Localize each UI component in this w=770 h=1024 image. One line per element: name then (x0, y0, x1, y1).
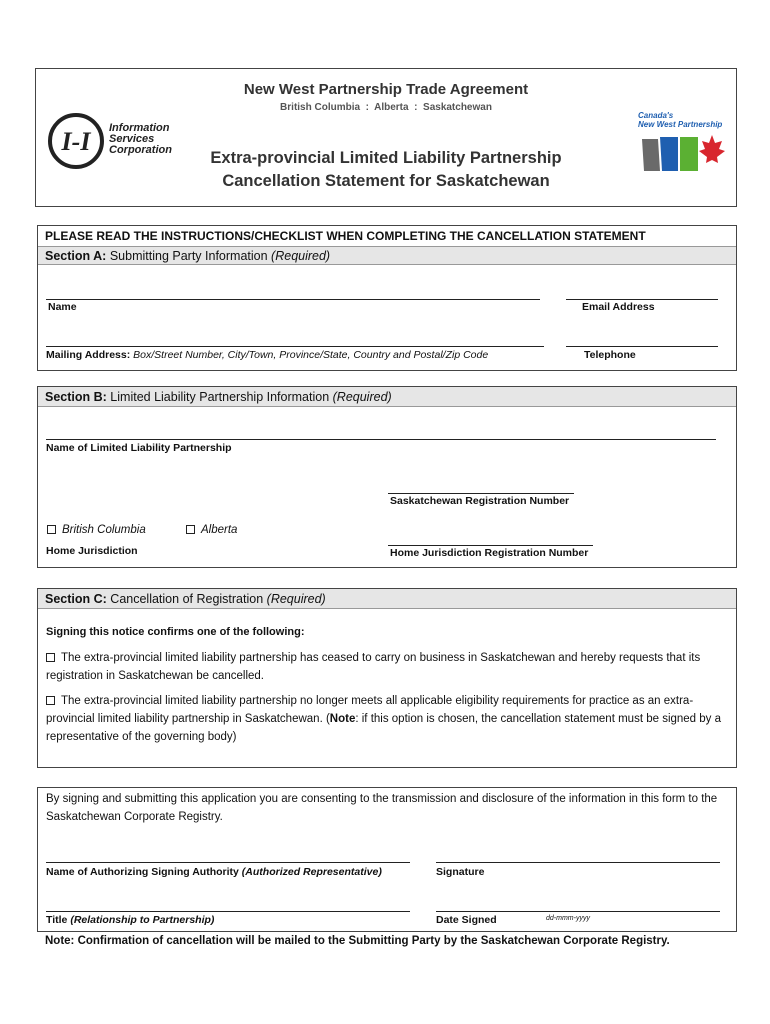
sask-registration-label: Saskatchewan Registration Number (390, 495, 570, 507)
name-field[interactable] (46, 299, 540, 300)
form-title (156, 147, 616, 193)
provinces-line: British Columbia : Alberta : Saskatchewan (280, 102, 492, 113)
section-b-required: (Required) (332, 390, 392, 404)
section-c-header (38, 589, 736, 609)
bc-label: British Columbia (62, 524, 146, 536)
llp-name-label: Name of Limited Liability Partnership (46, 442, 232, 454)
cancel-option-1[interactable] (46, 649, 732, 685)
ab-label: Alberta (201, 524, 238, 536)
authority-name-field[interactable] (46, 862, 410, 863)
section-a-label: Section A: (45, 249, 107, 263)
authority-label-text: Name of Authorizing Signing Authority (46, 866, 239, 878)
mailing-hint: Box/Street Number, City/Town, Province/State, Country and Postal/Zip Code (133, 349, 489, 361)
telephone-field[interactable] (566, 346, 718, 347)
section-a-title: Submitting Party Information (109, 249, 268, 263)
section-a-header (38, 246, 736, 265)
ab-checkbox[interactable] (186, 525, 195, 534)
title-hint: (Relationship to Partnership) (70, 914, 215, 926)
instructions-banner: PLEASE READ THE INSTRUCTIONS/CHECKLIST WHEN COMPLETING THE CANCELLATION STATEMENT (45, 229, 646, 243)
form-title-line2: Cancellation Statement for Saskatchewan (222, 172, 550, 190)
cancel-option-2[interactable] (46, 692, 732, 746)
footer-note: Note: Confirmation of cancellation will be mailed to the Submitting Party by the Saskatchewan Corporate Registry. (45, 935, 670, 947)
option2-note: Note (329, 713, 356, 725)
title-label-text: Title (46, 914, 68, 926)
section-c-title: Cancellation of Registration (110, 592, 264, 606)
option-british-columbia[interactable] (47, 521, 146, 539)
option-alberta[interactable] (186, 521, 237, 539)
mailing-address-label (46, 349, 488, 361)
signature-label: Signature (436, 866, 485, 878)
signature-field[interactable] (436, 862, 720, 863)
option2-text-part1: The extra-provincial limited liability partnership no longer meets all applicable eligibility requirements for practice as an extra-provincial limited liability partnership in Saskatchewan. ( (46, 695, 694, 725)
name-label: Name (48, 301, 77, 313)
date-format-hint: dd-mmm-yyyy (546, 915, 590, 922)
option1-text: The extra-provincial limited liability partnership has ceased to carry on business in Saskatchewan and hereby requests that its registration in Saskatchewan be cancelled. (46, 652, 701, 682)
section-c-required: (Required) (266, 592, 326, 606)
consent-section (37, 787, 737, 932)
mailing-address-field[interactable] (46, 346, 544, 347)
sask-registration-field[interactable] (388, 493, 574, 494)
title-label (46, 914, 214, 926)
option1-checkbox[interactable] (46, 653, 55, 662)
section-b-title: Limited Liability Partnership Information (110, 390, 330, 404)
agreement-title: New West Partnership Trade Agreement (243, 81, 529, 98)
isc-logo-line2: Services (109, 133, 155, 145)
telephone-label: Telephone (584, 349, 636, 361)
section-b (37, 386, 737, 568)
form-title-line1: Extra-provincial Limited Liability Partnership (210, 149, 562, 167)
svg-text:I-I: I-I (61, 127, 91, 156)
home-registration-label: Home Jurisdiction Registration Number (390, 547, 589, 559)
date-signed-label: Date Signed (436, 914, 497, 926)
section-b-header (38, 387, 736, 407)
authority-hint: (Authorized Representative) (241, 866, 382, 878)
email-field[interactable] (566, 299, 718, 300)
mailing-label-text: Mailing Address: (46, 349, 131, 361)
date-signed-field[interactable] (436, 911, 720, 912)
section-c (37, 588, 737, 768)
bc-checkbox[interactable] (47, 525, 56, 534)
section-a-required: (Required) (271, 249, 331, 263)
section-a (37, 225, 737, 371)
section-c-label: Section C: (45, 592, 107, 606)
home-jurisdiction-label: Home Jurisdiction (46, 545, 138, 557)
nwp-logo-mark (640, 131, 726, 173)
nwp-logo-line1: Canada's (638, 111, 674, 120)
option2-text-part2: : if this option is chosen, the cancellation statement must be signed by a representative of the governing body) (46, 713, 722, 743)
isc-logo-line3: Corporation (109, 144, 172, 156)
title-field[interactable] (46, 911, 410, 912)
confirm-heading: Signing this notice confirms one of the following: (46, 626, 305, 638)
home-registration-field[interactable] (388, 545, 593, 546)
authority-name-label (46, 866, 382, 878)
header-box (35, 68, 737, 207)
isc-logo-line1: Information (109, 122, 170, 134)
section-b-label: Section B: (45, 390, 107, 404)
email-label: Email Address (582, 301, 655, 313)
nwp-logo (638, 111, 730, 173)
isc-logo-mark (47, 112, 105, 170)
llp-name-field[interactable] (46, 439, 716, 440)
option2-checkbox[interactable] (46, 696, 55, 705)
consent-text: By signing and submitting this application you are consenting to the transmission and disclosure of the information in this form to the Saskatchewan Corporate Registry. (46, 793, 718, 823)
nwp-logo-line2: New West Partnership (638, 120, 723, 129)
